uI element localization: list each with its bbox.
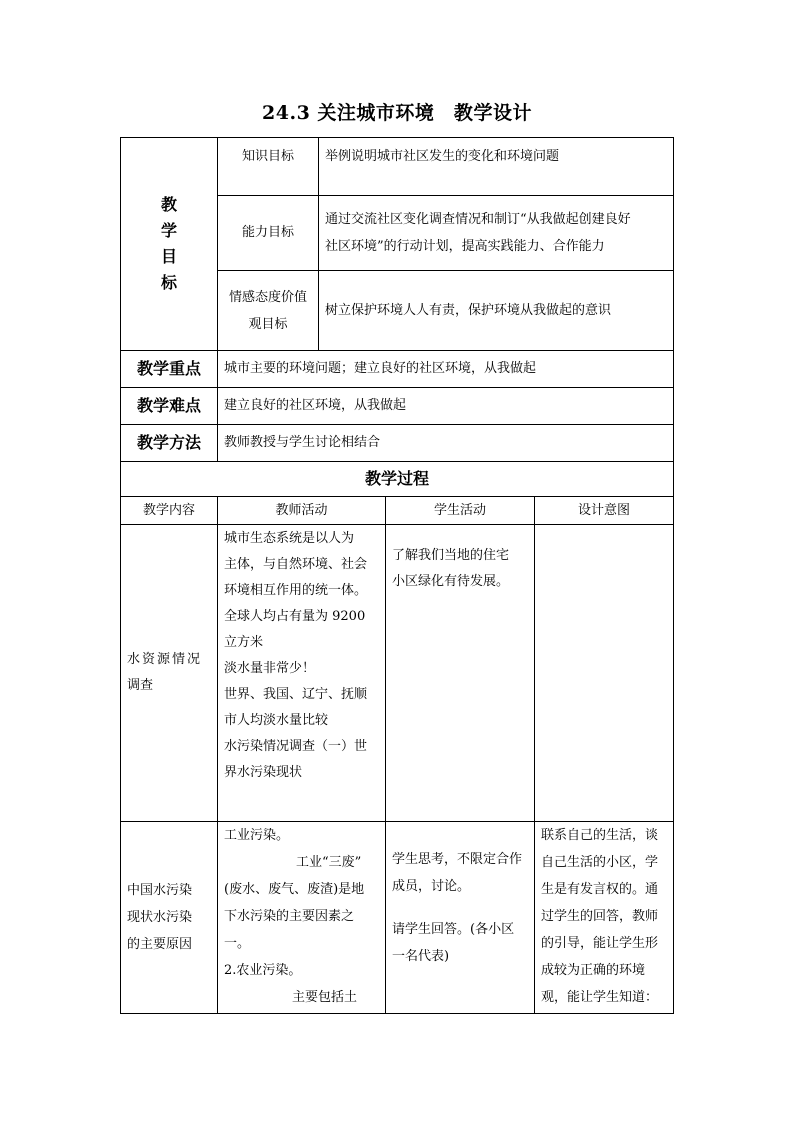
design-cell (535, 525, 674, 822)
objective-label-line: 观目标 (248, 316, 288, 332)
process-row-water-resources (121, 525, 674, 822)
process-heading: 教学过程 (121, 462, 674, 497)
teacher-line: 水污染情况调查（一）世 (224, 739, 368, 754)
design-cell (535, 822, 674, 1014)
objective-text (319, 196, 674, 271)
teacher-line: 市人均淡水量比较 (224, 713, 329, 728)
teacher-line: (废水、废气、废渣)是地 (224, 882, 365, 897)
objective-row-knowledge (121, 138, 674, 196)
teacher-cell (218, 525, 386, 822)
content-line: 的主要原因 (127, 937, 193, 952)
student-line: 小区绿化有待发展。 (392, 574, 510, 589)
teacher-line: 下水污染的主要因素之 (224, 909, 355, 924)
teacher-line: 2.农业污染。 (224, 963, 302, 978)
objectives-header-char: 标 (160, 273, 177, 292)
objective-text: 树立保护环境人人有责，保护环境从我做起的意识 (319, 271, 674, 351)
column-header-student: 学生活动 (386, 497, 535, 525)
content-cell (121, 525, 218, 822)
teacher-line: 主体，与自然环境、社会 (224, 557, 368, 572)
teacher-line: 工业“三废” (296, 855, 362, 870)
teacher-cell (218, 822, 386, 1014)
page-title: 24.3 关注城市环境 教学设计 (262, 102, 532, 124)
student-cell (386, 525, 535, 822)
process-heading-row (121, 462, 674, 497)
objective-label (218, 271, 319, 351)
key-point-row (121, 351, 674, 388)
lesson-plan-table (120, 137, 674, 1014)
design-line: 观，能让学生知道： (541, 990, 659, 1005)
method-text: 教师教授与学生讨论相结合 (218, 425, 674, 462)
teacher-line: 环境相互作用的统一体。 (224, 583, 368, 598)
teacher-line: 一。 (224, 936, 251, 951)
teacher-line: 立方米 (224, 635, 264, 650)
column-header-content: 教学内容 (121, 497, 218, 525)
column-header-design: 设计意图 (535, 497, 674, 525)
design-line: 的引导，能让学生形 (541, 936, 659, 951)
design-line: 成较为正确的环境 (541, 963, 646, 978)
content-line: 现状水污染 (127, 910, 193, 925)
design-line: 联系自己的生活，谈 (541, 828, 659, 843)
design-line: 生是有发言权的。通 (541, 882, 659, 897)
teacher-line: 世界、我国、辽宁、抚顺 (224, 687, 368, 702)
teacher-line: 城市生态系统是以人为 (224, 531, 355, 546)
objective-label: 能力目标 (218, 196, 319, 271)
difficulty-row (121, 388, 674, 425)
teacher-line: 主要包括土 (292, 990, 358, 1005)
student-line: 了解我们当地的住宅 (392, 548, 510, 563)
method-label: 教学方法 (121, 425, 218, 462)
student-line: 学生思考，不限定合作 (392, 852, 523, 867)
column-header-teacher: 教师活动 (218, 497, 386, 525)
content-line: 水资源情况 (127, 652, 203, 667)
key-point-label: 教学重点 (121, 351, 218, 388)
student-line: 一名代表) (392, 949, 450, 964)
design-line: 自己生活的小区，学 (541, 855, 659, 870)
objective-label: 知识目标 (218, 138, 319, 196)
teacher-line: 淡水量非常少！ (224, 661, 316, 676)
objectives-header-char: 教 (160, 195, 177, 214)
teacher-line: 界水污染现状 (224, 765, 303, 780)
objective-text-line: 社区环境”的行动计划，提高实践能力、合作能力 (325, 239, 605, 254)
student-line: 成员，讨论。 (392, 879, 471, 894)
objective-label-line: 情感态度价值 (228, 289, 307, 305)
process-columns-row (121, 497, 674, 525)
objectives-header-char: 目 (160, 247, 177, 266)
teacher-line: 工业污染。 (224, 828, 290, 843)
student-line: 请学生回答。(各小区 (392, 922, 515, 937)
method-row (121, 425, 674, 462)
difficulty-text: 建立良好的社区环境，从我做起 (218, 388, 674, 425)
difficulty-label: 教学难点 (121, 388, 218, 425)
spacer (392, 900, 528, 916)
objectives-header (121, 138, 218, 351)
objective-text-line: 通过交流社区变化调查情况和制订“从我做起创建良好 (325, 212, 631, 227)
content-line: 调查 (127, 678, 154, 693)
content-cell (121, 822, 218, 1014)
design-line: 过学生的回答，教师 (541, 909, 659, 924)
process-row-water-pollution (121, 822, 674, 1014)
content-line: 中国水污染 (127, 883, 193, 898)
objectives-header-char: 学 (160, 221, 177, 240)
key-point-text: 城市主要的环境问题；建立良好的社区环境，从我做起 (218, 351, 674, 388)
student-cell (386, 822, 535, 1014)
objective-text: 举例说明城市社区发生的变化和环境问题 (319, 138, 674, 196)
teacher-line: 全球人均占有量为 9200 (224, 609, 366, 624)
